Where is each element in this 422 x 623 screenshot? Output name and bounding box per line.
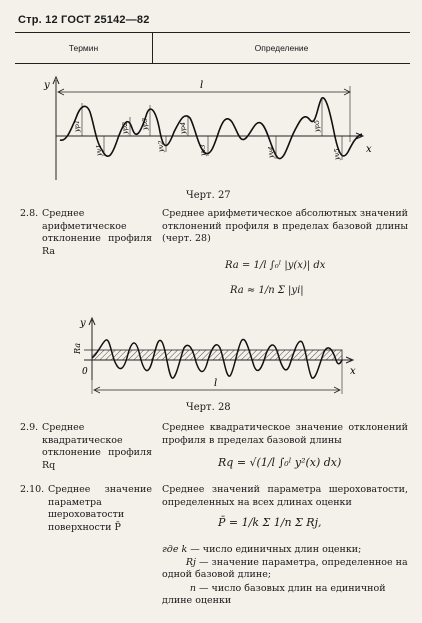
label-yp1: yp1 (73, 120, 81, 132)
term-text: Среднее значение параметра шероховатости поверхности P̄ (48, 484, 152, 533)
legend-symbol: где k (162, 544, 188, 555)
label-yv5: yv5 (333, 148, 341, 160)
legend-symbol: n (189, 583, 196, 594)
column-term-header: Термин (68, 43, 99, 53)
term-number: 2.8. (20, 208, 39, 219)
fig28-length-label: l (214, 378, 218, 389)
table-header (15, 32, 410, 64)
term-2-9 (20, 422, 160, 471)
fig27-length-label: l (200, 80, 204, 91)
formula-p-mean: P̄ = 1/k Σ 1/n Σ Rj, (218, 516, 322, 529)
column-definition-header: Определение (254, 43, 309, 53)
fig28-origin-label: 0 (82, 367, 88, 377)
legend-n (162, 583, 408, 607)
legend-text: — число базовых длин на единичной длине оценки (162, 583, 386, 606)
label-yp2: yp2 (121, 122, 129, 134)
figure-27-profile (0, 72, 422, 202)
definition-2-10: Среднее значений параметра шероховатости, определенных на всех длинах оценки (162, 484, 408, 508)
label-yv1: yv1 (95, 144, 103, 156)
fig27-x-label: x (366, 144, 372, 155)
term-2-10 (20, 484, 160, 544)
fig28-ra-label: Ra (73, 343, 82, 354)
label-yv2: yv2 (157, 140, 165, 152)
definition-2-8: Среднее арифметическое абсолютных значений отклонений профиля в пределах базовой длины (черт. 28) (162, 208, 408, 244)
figure-27-caption: Черт. 27 (186, 190, 231, 201)
term-text: Среднее арифметическое отклонение профиля Ra (42, 208, 152, 257)
label-yp5: yp5 (313, 120, 321, 132)
figure-28-caption: Черт. 28 (186, 402, 231, 413)
label-yp3: yp3 (141, 118, 149, 130)
legend-k (162, 544, 408, 556)
fig28-y-label: y (80, 318, 86, 329)
term-2-8 (20, 208, 160, 257)
formula-ra-integral: Ra = 1/l ∫₀ˡ |y(x)| dx (225, 260, 326, 271)
legend-symbol: Rj (185, 557, 196, 568)
fig27-y-label: y (44, 80, 50, 91)
term-number: 2.10. (20, 484, 45, 495)
term-text: Среднее квадратическое отклонение профиля Rq (42, 422, 152, 471)
page-header: Стр. 12 ГОСТ 25142—82 (18, 14, 150, 26)
legend-text: — число единичных длин оценки; (190, 544, 362, 555)
definition-2-9: Среднее квадратическое значение отклонений профиля в пределах базовой длины (162, 422, 408, 446)
label-yv4: yv4 (267, 146, 275, 158)
label-yv3: yv3 (199, 144, 207, 156)
formula-ra-sum: Ra ≈ 1/n Σ |yi| (230, 285, 304, 296)
figure-28-profile (0, 318, 422, 408)
legend-rj (162, 557, 408, 581)
term-number: 2.9. (20, 422, 39, 433)
label-yp4: yp4 (179, 122, 187, 134)
legend-text: — значение параметра, определенное на одной базовой длине; (162, 557, 408, 580)
fig28-x-label: x (350, 366, 356, 377)
formula-rq: Rq = √(1/l ∫₀ˡ y²(x) dx) (218, 456, 342, 469)
